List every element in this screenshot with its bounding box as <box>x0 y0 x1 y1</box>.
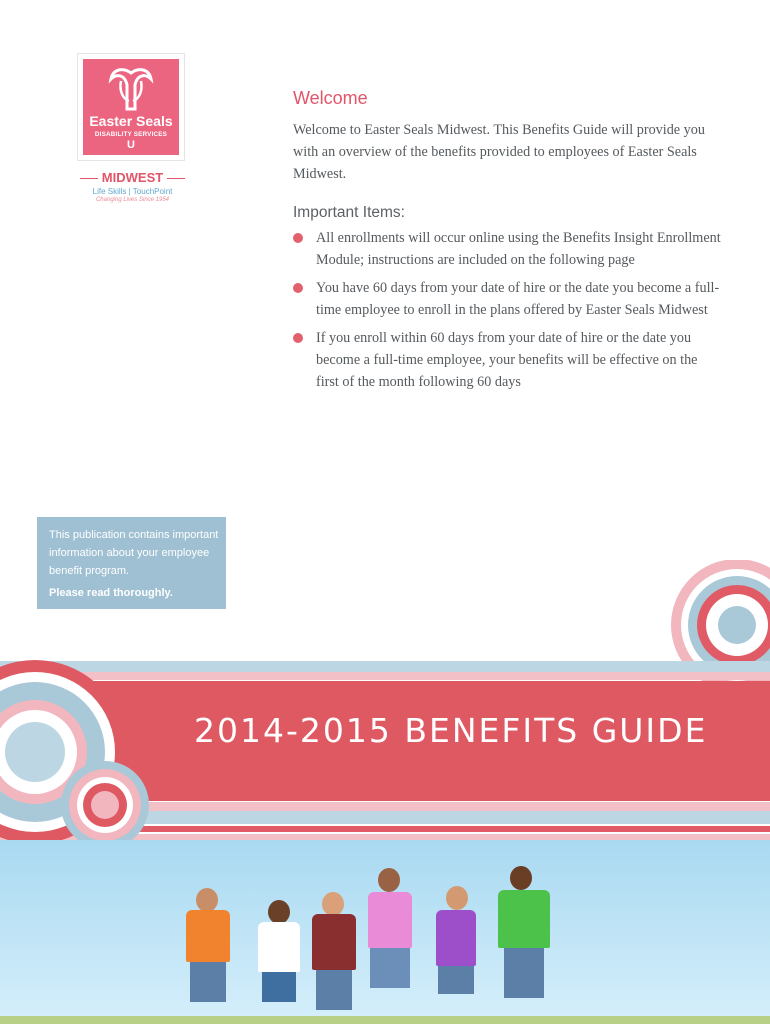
children-photo <box>0 840 770 1024</box>
list-item <box>293 227 723 271</box>
banner-title: 2014-2015 BENEFITS GUIDE <box>194 711 708 750</box>
list-item-text: If you enroll within 60 days from your date of hire or the date you become a full-time employee, your benefits will be effective on the first of the month following 60 days <box>316 330 698 390</box>
list-item <box>293 277 723 321</box>
lily-icon <box>103 65 159 113</box>
list-item-text: All enrollments will occur online using the Benefits Insight Enrollment Module; instructions are included on the following page <box>316 230 721 268</box>
logo-stamp-field <box>83 59 179 155</box>
welcome-intro: Welcome to Easter Seals Midwest. This Benefits Guide will provide you with an overview of the benefits provided to employees of Easter Seals Midwest. <box>293 122 705 182</box>
logo-brand-mark: U <box>127 139 135 151</box>
logo-stamp <box>78 54 184 160</box>
logo-tagline: Life Skills | TouchPoint <box>92 187 173 196</box>
logo-since: Changing Lives Since 1954 <box>95 197 170 203</box>
banner-decoration <box>0 560 770 850</box>
logo-brand-subtitle: DISABILITY SERVICES <box>94 131 168 138</box>
grass-strip <box>0 1016 770 1024</box>
logo-region: MIDWEST <box>60 170 205 185</box>
notice-emphasis: Please read thoroughly. <box>49 587 173 599</box>
logo-brand-name: Easter Seals <box>89 113 173 129</box>
notice-text: This publication contains important information about your employee benefit program. <box>49 529 219 577</box>
important-items-heading: Important Items: <box>293 204 405 221</box>
bullet-icon <box>293 333 303 343</box>
list-item <box>293 327 723 393</box>
welcome-heading: Welcome <box>293 88 368 108</box>
important-items-list <box>293 227 723 399</box>
bullet-icon <box>293 233 303 243</box>
list-item-text: You have 60 days from your date of hire or the date you become a full-time employee to enroll in the plans offered by Easter Seals Midwest <box>316 280 720 318</box>
bullet-icon <box>293 283 303 293</box>
